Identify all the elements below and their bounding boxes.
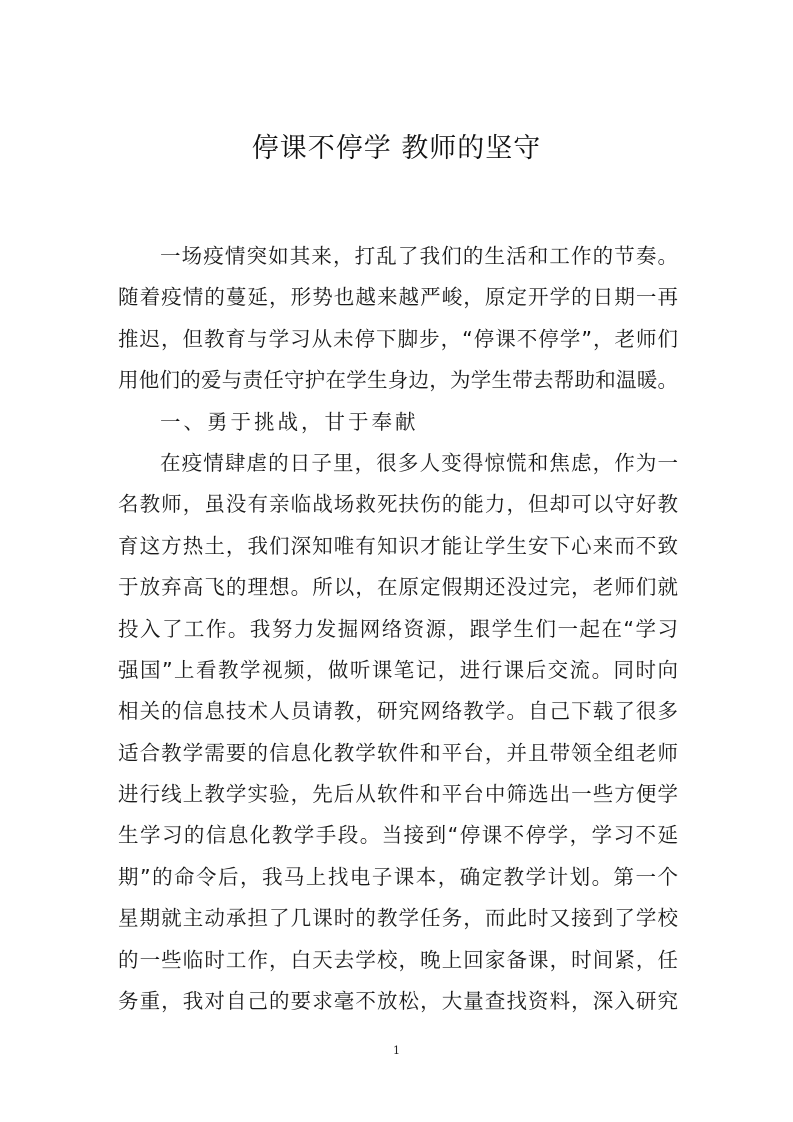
paragraph-line: 于放弃高飞的理想。所以，在原定假期还没过完，老师们就	[118, 575, 678, 600]
paragraph-line: 一场疫情突如其来，打乱了我们的生活和工作的节奏。	[160, 244, 678, 268]
paragraph-line: 相关的信息技术人员请教，研究网络教学。自己下载了很多	[118, 699, 678, 724]
paragraph-line: 强国”上看教学视频，做听课笔记，进行课后交流。同时向	[118, 657, 678, 682]
paragraph-line: 投入了工作。我努力发掘网络资源，跟学生们一起在“学习	[118, 616, 678, 641]
paragraph-line: 星期就主动承担了几课时的教学任务，而此时又接到了学校	[118, 906, 678, 931]
paragraph-line: 在疫情肆虐的日子里，很多人变得惊慌和焦虑，作为一	[160, 450, 678, 475]
section-heading: 一、勇于挑战，甘于奉献	[160, 409, 419, 434]
paragraph-line: 育这方热土，我们深知唯有知识才能让学生安下心来而不致	[118, 533, 678, 558]
paragraph-line: 的一些临时工作，白天去学校，晚上回家备课，时间紧，任	[118, 947, 678, 972]
paragraph-line: 务重，我对自己的要求毫不放松，大量查找资料，深入研究	[118, 989, 678, 1014]
paragraph-line: 名教师，虽没有亲临战场救死扶伤的能力，但却可以守好教	[118, 492, 678, 517]
document-body	[118, 236, 678, 1022]
paragraph-line: 推迟，但教育与学习从未停下脚步，“停课不停学”，老师们	[118, 326, 678, 351]
paragraph-line: 用他们的爱与责任守护在学生身边，为学生带去帮助和温暖。	[118, 368, 678, 393]
page-number: 1	[393, 1044, 400, 1057]
paragraph-line: 进行线上教学实验，先后从软件和平台中筛选出一些方便学	[118, 782, 678, 807]
paragraph-line: 生学习的信息化教学手段。当接到“停课不停学，学习不延	[118, 823, 678, 848]
paragraph-line: 适合教学需要的信息化教学软件和平台，并且带领全组老师	[118, 740, 678, 765]
document-title: 停课不停学 教师的坚守	[251, 133, 542, 164]
paragraph-line: 随着疫情的蔓延，形势也越来越严峻，原定开学的日期一再	[118, 285, 678, 310]
paragraph-line: 期”的命令后，我马上找电子课本，确定教学计划。第一个	[118, 864, 678, 889]
